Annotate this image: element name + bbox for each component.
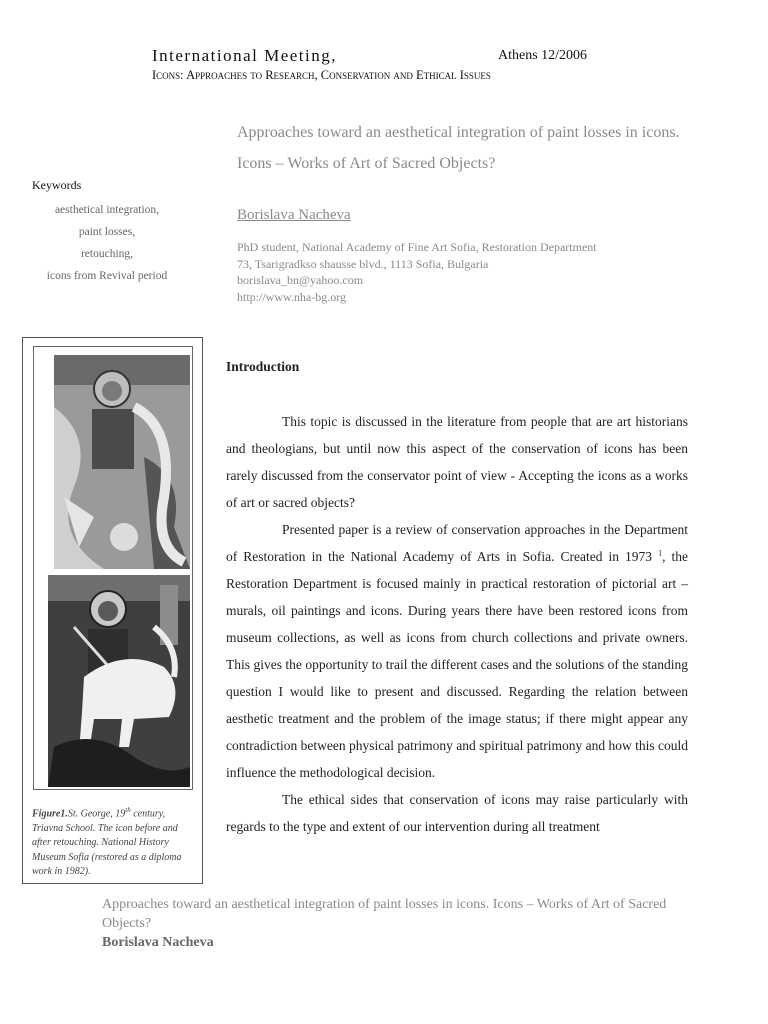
figure-caption — [32, 803, 197, 880]
keyword-item: icons from Revival period — [46, 270, 168, 282]
author-email: borislava_bn@yahoo.com — [237, 273, 364, 287]
paragraph — [226, 516, 688, 786]
author-affiliation — [237, 239, 597, 305]
author-name: Borislava Nacheva — [237, 207, 351, 223]
institution-url: http://www.nha-bg.org — [237, 289, 346, 304]
paragraph-text-rest: , the Restoration Department is focused mainly in practical restoration of pictorial art – murals, oil paintings and icons. During years there have been restored icons from museum collections, as well as icons from church collections and private owners. This gives the opportunity to trail the different cases and the solutions of the standing question I would like to present and discussed. Regarding the relation between aesthetic treatment and the problem of the image status; if there might appear any contradiction between physical patrimony and spiritual patrimony and how this could influence the methodological decision. — [226, 549, 689, 780]
paragraph: The ethical sides that conservation of icons may raise particularly with regards to the type and extent of our intervention during all treatment — [226, 792, 688, 834]
icon-before-image — [54, 355, 190, 569]
body-text — [226, 408, 688, 840]
keywords-heading: Keywords — [32, 178, 82, 192]
affiliation-address: 73, Tsarigradkso shausse blvd., 1113 Sofia, Bulgaria — [237, 256, 489, 271]
header-meeting: International Meeting, — [152, 46, 338, 65]
keywords-list — [22, 199, 192, 287]
paragraph-text: Presented paper is a review of conservation approaches in the Department of Restoration in the National Academy of Arts in Sofia. Created in 1973 — [226, 522, 688, 564]
keyword-item: aesthetical integration, — [54, 204, 160, 216]
figure-caption-text-rest: century, Triavna School. The icon before and after retouching. National History Museum Sofia (restored as a diploma work in 1982). — [32, 808, 182, 878]
footer-title: Approaches toward an aesthetical integration of paint losses in icons. Icons – Works of Art of Sacred Objects? — [102, 897, 667, 931]
page-footer — [102, 895, 692, 952]
icon-after-image — [48, 575, 190, 787]
figure-label: Figure1. — [32, 808, 68, 820]
keyword-item: paint losses, — [78, 226, 136, 238]
paragraph: This topic is discussed in the literature from people that are art historians and theologians, but until now this aspect of the conservation of icons has been rarely discussed from the conservator point of view - Accepting the icons as a works of art or sacred objects? — [226, 414, 688, 510]
footnote-ref: 1 — [658, 548, 663, 558]
figure-images — [34, 347, 192, 789]
affiliation-line: PhD student, National Academy of Fine Art Sofia, Restoration Department — [237, 240, 597, 254]
figure-image-frame — [33, 346, 193, 790]
header-date: Athens 12/2006 — [498, 48, 588, 63]
figure-caption-sup: th — [125, 806, 131, 814]
figure-caption-text: St. George, 19 — [67, 808, 126, 820]
header-subtitle: Icons: Approaches to Research, Conservation and Ethical Issues — [152, 68, 491, 82]
keyword-item: retouching, — [80, 248, 134, 260]
paper-title: Approaches toward an aesthetical integration of paint losses in icons. Icons – Works of Art of Sacred Objects? — [237, 124, 680, 172]
figure-box — [22, 337, 203, 884]
footer-author: Borislava Nacheva — [102, 935, 214, 950]
introduction-heading: Introduction — [226, 359, 300, 374]
